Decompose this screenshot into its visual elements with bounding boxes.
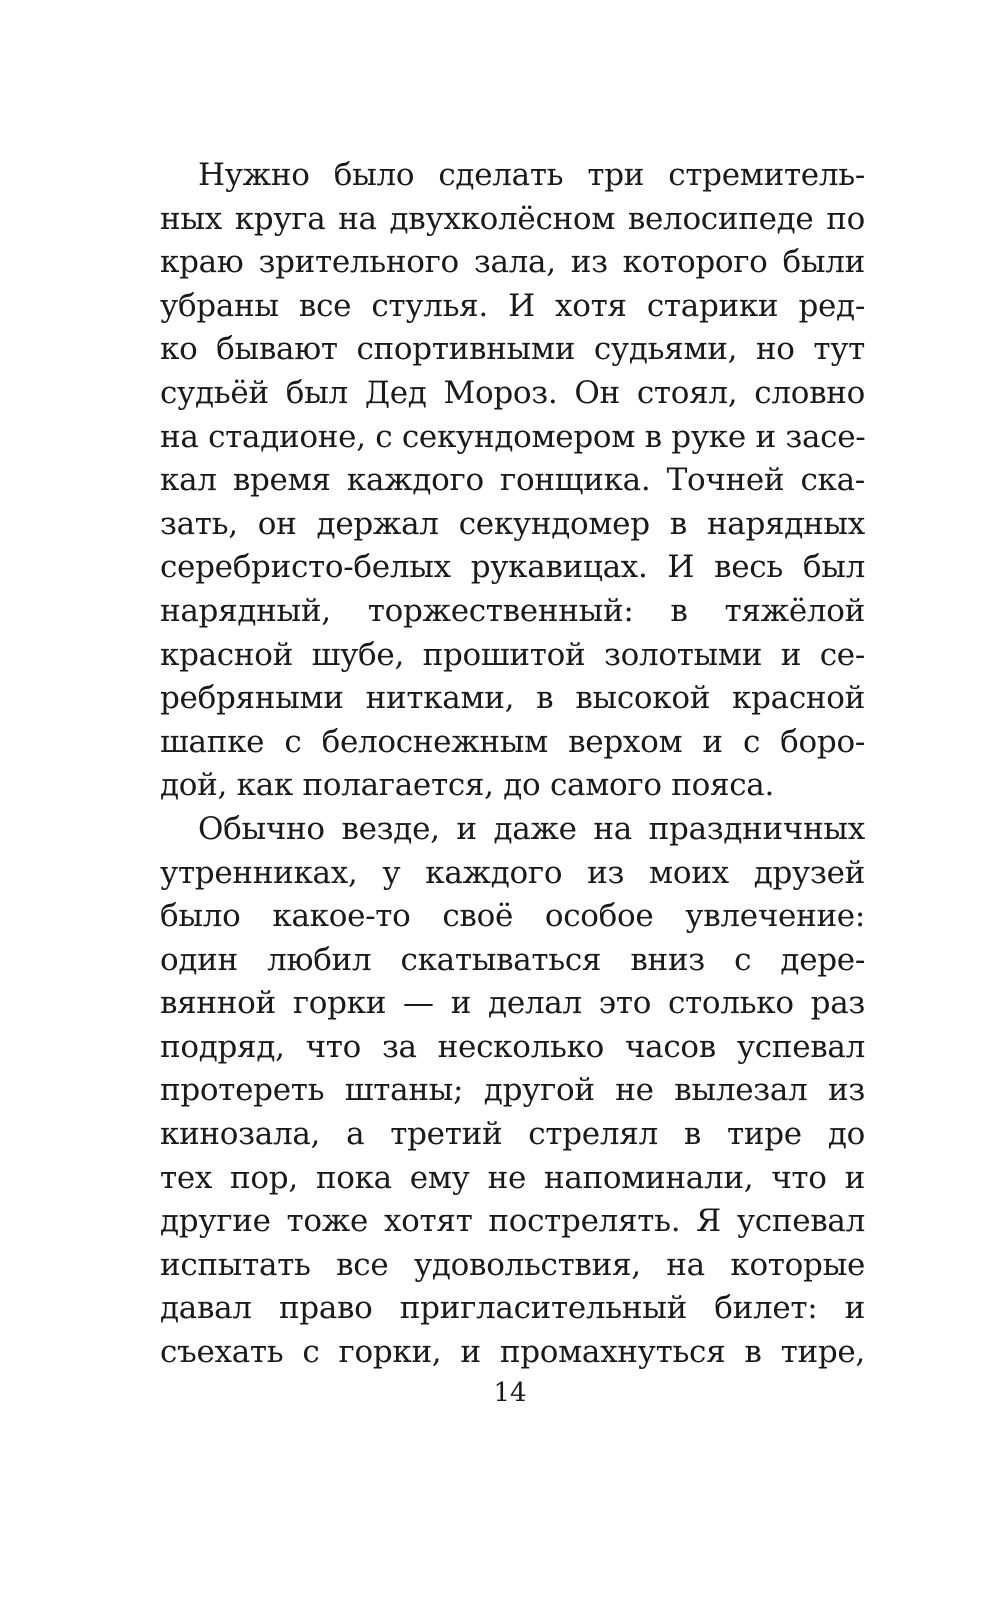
text-line: подряд, что за несколько часов успевал [160,1028,865,1065]
text-line: съехать с горки, и промахнуться в тире, [160,1334,865,1371]
text-line: судьёй был Дед Мороз. Он стоял, словно [160,374,865,411]
text-line: нарядный, торжественный: в тяжёлой [160,592,865,629]
text-line: кал время каждого гонщика. Точней ска- [160,462,865,499]
text-line: шапке с белоснежным верхом и с боро- [160,723,865,760]
text-line: на стадионе, с секундомером в руке и засе- [160,418,866,455]
text-line: кинозала, а третий стрелял в тире до [160,1116,865,1153]
text-line: протереть штаны; другой не вылезал из [160,1072,865,1109]
paragraph-1 [160,154,865,808]
text-line: один любил скатываться вниз с дере- [160,941,865,978]
text-line: было какое-то своё особое увлечение: [160,898,865,935]
paragraph-2 [160,808,865,1375]
text-line: ребряными нитками, в высокой красной [160,680,865,717]
text-line: красной шубе, прошитой золотыми и се- [160,636,865,673]
text-line: ко бывают спортивными судьями, но тут [160,331,865,368]
text-line: дой, как полагается, до самого пояса. [160,767,775,804]
text-line: убраны все стулья. И хотя старики ред- [160,287,865,324]
text-line: вянной горки — и делал это столько раз [160,985,865,1022]
text-line: тех пор, пока ему не напоминали, что и [160,1159,865,1196]
text-line: зать, он держал секундомер в нарядных [160,505,865,542]
text-line: давал право пригласительный билет: и [160,1290,865,1327]
text-line: серебристо-белых рукавицах. И весь был [160,549,865,586]
text-line: Нужно было сделать три стремитель- [198,157,865,193]
text-line: Обычно везде, и даже на праздничных [198,810,865,847]
text-line: краю зрительного зала, из которого были [160,244,865,281]
page-number: 14 [493,1378,527,1408]
text-line: испытать все удовольствия, на которые [160,1246,865,1283]
text-line: другие тоже хотят пострелять. Я успевал [160,1203,865,1240]
text-line: утренниках, у каждого из моих друзей [160,854,865,891]
body-text [160,154,865,1375]
text-line: ных круга на двухколёсном велосипеде по [160,200,865,237]
